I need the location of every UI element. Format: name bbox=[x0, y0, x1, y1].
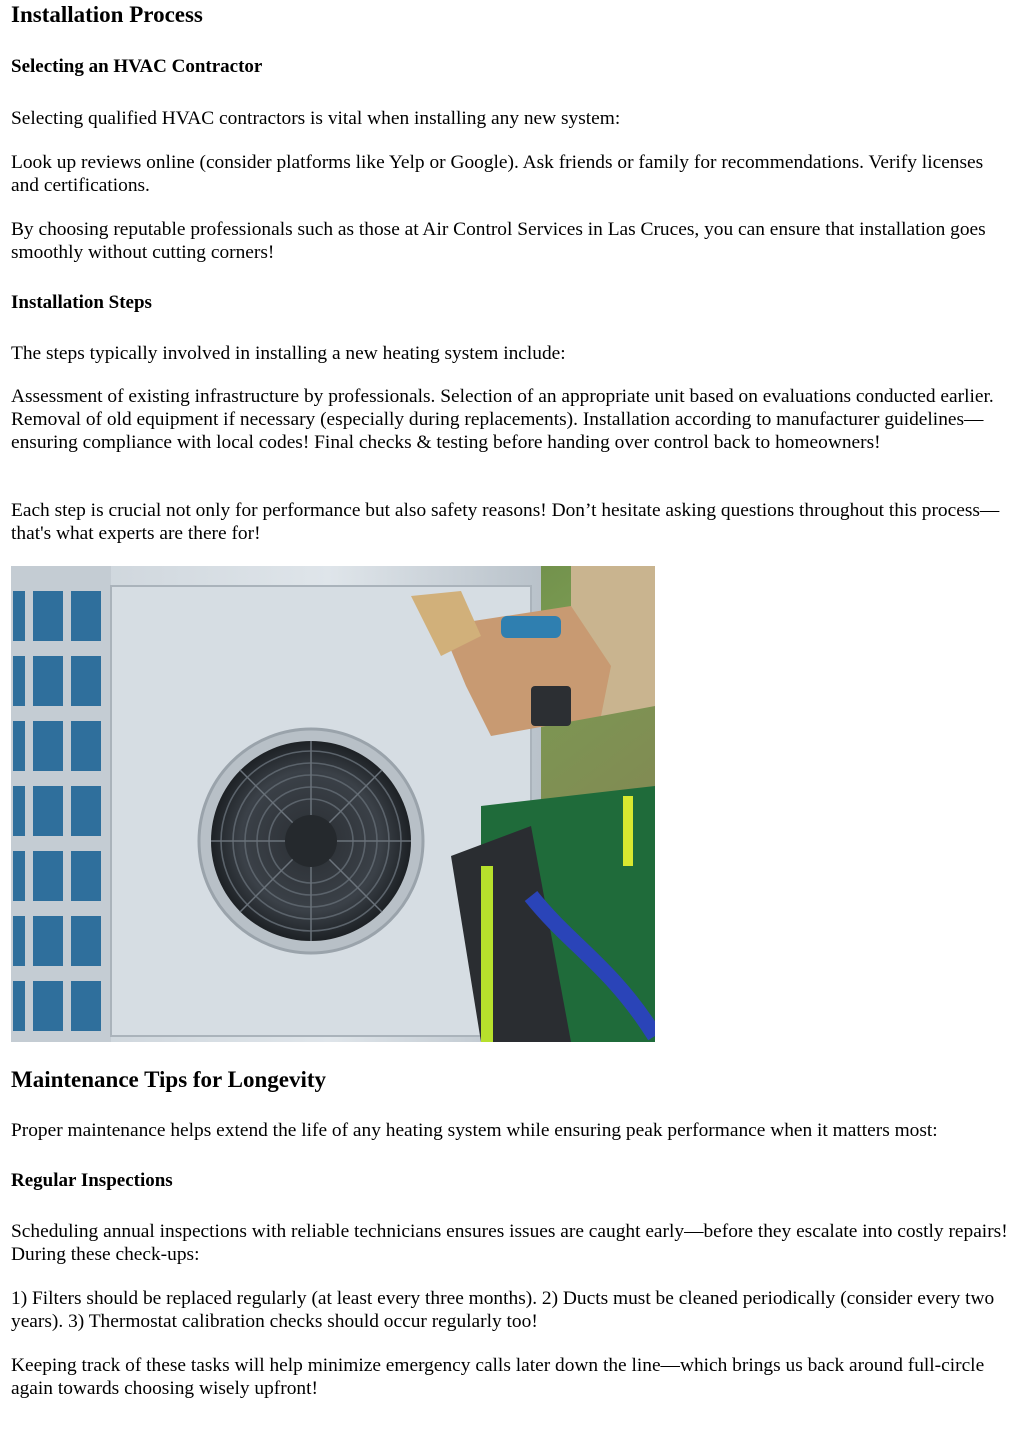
inspections-list: 1) Filters should be replaced regularly (at least every three months). 2) Ducts must be cleaned periodically (consider every two years). 3) Thermostat calibration checks should occur regularly too! bbox=[11, 1288, 995, 1332]
inspections-heading: Regular Inspections bbox=[11, 1170, 173, 1191]
steps-heading: Installation Steps bbox=[11, 292, 152, 313]
maintenance-intro: Proper maintenance helps extend the life of any heating system while ensuring peak performance when it matters most: bbox=[11, 1120, 938, 1141]
steps-closing: Each step is crucial not only for performance but also safety reasons! Don’t hesitate asking questions throughout this process—that's what experts are there for! bbox=[11, 500, 1000, 544]
inspections-intro: Scheduling annual inspections with reliable technicians ensures issues are caught early—before they escalate into costly repairs! During these check-ups: bbox=[11, 1221, 1008, 1265]
contractor-tips: Look up reviews online (consider platforms like Yelp or Google). Ask friends or family for recommendations. Verify licenses and certifications. bbox=[11, 152, 984, 196]
contractor-closing: By choosing reputable professionals such as those at Air Control Services in Las Cruces, you can ensure that installation goes smoothly without cutting corners! bbox=[11, 219, 986, 263]
steps-intro: The steps typically involved in installing a new heating system include: bbox=[11, 343, 566, 364]
installation-title: Installation Process bbox=[11, 2, 203, 27]
contractor-heading: Selecting an HVAC Contractor bbox=[11, 56, 263, 77]
maintenance-title: Maintenance Tips for Longevity bbox=[11, 1067, 326, 1092]
steps-list: Assessment of existing infrastructure by professionals. Selection of an appropriate unit based on evaluations conducted earlier. Removal of old equipment if necessary (especially during replacements). Installation according to manufacturer guidelines—ensuring compliance with local codes! Final checks & testing before handing over control back to homeowners! bbox=[11, 386, 994, 453]
contractor-intro: Selecting qualified HVAC contractors is vital when installing any new system: bbox=[11, 108, 621, 129]
hvac-installation-photo bbox=[11, 566, 655, 1042]
maintenance-closing: Keeping track of these tasks will help minimize emergency calls later down the line—which brings us back around full-circle again towards choosing wisely upfront! bbox=[11, 1355, 985, 1399]
